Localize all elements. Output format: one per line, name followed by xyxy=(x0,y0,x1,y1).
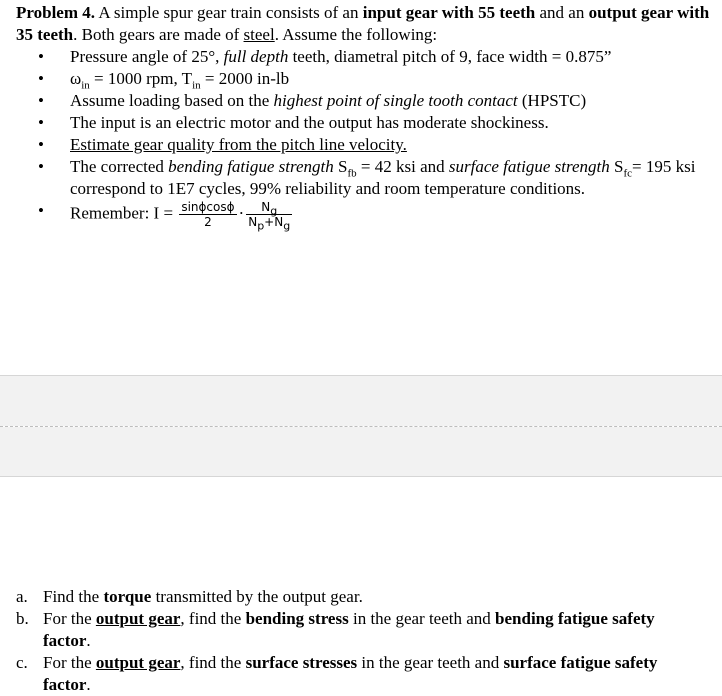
question-item-b xyxy=(0,608,722,652)
assumption-text: = 42 ksi and xyxy=(356,157,449,176)
question-text: , find the xyxy=(180,609,246,628)
assumption-text: = 1000 rpm, T xyxy=(89,69,193,88)
assumption-item xyxy=(0,46,722,68)
assumption-item xyxy=(0,156,722,200)
subscript: g xyxy=(270,204,278,218)
problem-label: Problem 4. xyxy=(16,3,96,22)
question-text: , find the xyxy=(180,653,246,672)
assumption-text: The corrected xyxy=(70,157,169,176)
assumption-item xyxy=(0,112,722,134)
assumption-item xyxy=(0,200,722,233)
assumption-item xyxy=(0,134,722,156)
subscript: in xyxy=(192,79,201,92)
subscript: g xyxy=(283,219,291,233)
fraction xyxy=(179,200,236,229)
subscript: fc xyxy=(623,167,632,180)
subscript: p xyxy=(257,219,265,233)
question-text: For the xyxy=(43,653,96,672)
question-text: . xyxy=(86,631,91,650)
assumption-text: Assume loading based on the xyxy=(70,91,274,110)
assumption-item xyxy=(0,68,722,90)
bullet-icon: • xyxy=(38,91,44,110)
assumption-text: = 195 ksi correspond to 1E7 cycles, 99% reliability and room temperature conditions. xyxy=(70,157,696,198)
question-emphasis: surface stresses xyxy=(245,653,358,672)
problem-text: . Assume the following: xyxy=(274,25,438,44)
assumption-text: teeth, diametral pitch of 9, face width = 0.875” xyxy=(288,47,612,66)
assumption-text: = 2000 in-lb xyxy=(200,69,290,88)
assumption-text: S xyxy=(333,157,348,176)
assumptions-list xyxy=(0,46,722,233)
question-emphasis: output gear xyxy=(95,653,181,672)
assumption-text: Pressure angle of 25°, xyxy=(70,47,224,66)
fraction xyxy=(246,200,292,233)
question-emphasis: torque xyxy=(103,587,152,606)
problem-text: . Both gears are made of xyxy=(73,25,244,44)
question-item-c xyxy=(0,652,722,696)
question-text: . xyxy=(86,675,91,694)
bullet-icon: • xyxy=(38,69,44,88)
question-emphasis: output gear xyxy=(95,609,181,628)
bullet-icon: • xyxy=(38,135,44,154)
bullet-icon: • xyxy=(38,47,44,66)
assumption-text: Estimate gear quality from the pitch line velocity. xyxy=(70,135,407,154)
output-gear-text: output gear with 35 teeth xyxy=(16,3,710,44)
question-item-a xyxy=(0,586,722,608)
question-text: For the xyxy=(43,609,96,628)
question-emphasis: bending fatigue safety factor xyxy=(43,609,655,650)
fraction-text: N xyxy=(261,200,271,214)
question-letter: c. xyxy=(16,653,28,672)
assumption-text: S xyxy=(609,157,624,176)
fraction-text: +N xyxy=(264,215,284,229)
bullet-icon: • xyxy=(38,201,44,220)
question-letter: b. xyxy=(16,609,29,628)
assumption-text: (HPSTC) xyxy=(517,91,587,110)
gray-band-top xyxy=(0,375,722,426)
problem-text: and an xyxy=(535,3,589,22)
fraction-denominator xyxy=(246,215,292,233)
problem-text: A simple spur gear train consists of an xyxy=(95,3,363,22)
question-emphasis: bending stress xyxy=(245,609,349,628)
assumption-emphasis: highest point of single tooth contact xyxy=(273,91,518,110)
bullet-icon: • xyxy=(38,113,44,132)
fraction-numerator: sinϕcosϕ xyxy=(181,200,235,214)
questions-list xyxy=(0,586,722,696)
bullet-icon: • xyxy=(38,157,44,176)
question-text: in the gear teeth and xyxy=(348,609,496,628)
problem-statement xyxy=(16,2,716,46)
material-text: steel xyxy=(243,25,275,44)
subscript: fb xyxy=(347,167,357,180)
assumption-emphasis: full depth xyxy=(223,47,289,66)
assumption-text: Remember: I = xyxy=(70,203,178,223)
assumption-text: The input is an electric motor and the output has moderate shockiness. xyxy=(70,113,549,132)
fraction-text: N xyxy=(248,215,258,229)
omega-symbol: ω xyxy=(70,69,82,88)
fraction-denominator: 2 xyxy=(204,215,212,229)
gray-band-bottom xyxy=(0,427,722,477)
question-text: in the gear teeth and xyxy=(357,653,504,672)
multiply-dot: · xyxy=(238,203,245,223)
assumption-emphasis: surface fatigue strength xyxy=(448,157,610,176)
question-text: Find the xyxy=(43,587,104,606)
subscript: in xyxy=(81,79,90,92)
question-emphasis: surface fatigue safety factor xyxy=(43,653,658,694)
assumption-emphasis: bending fatigue strength xyxy=(168,157,334,176)
assumption-item xyxy=(0,90,722,112)
input-gear-text: input gear with 55 teeth xyxy=(362,3,536,22)
question-letter: a. xyxy=(16,587,28,606)
question-text: transmitted by the output gear. xyxy=(151,587,363,606)
fraction-numerator xyxy=(246,200,292,218)
